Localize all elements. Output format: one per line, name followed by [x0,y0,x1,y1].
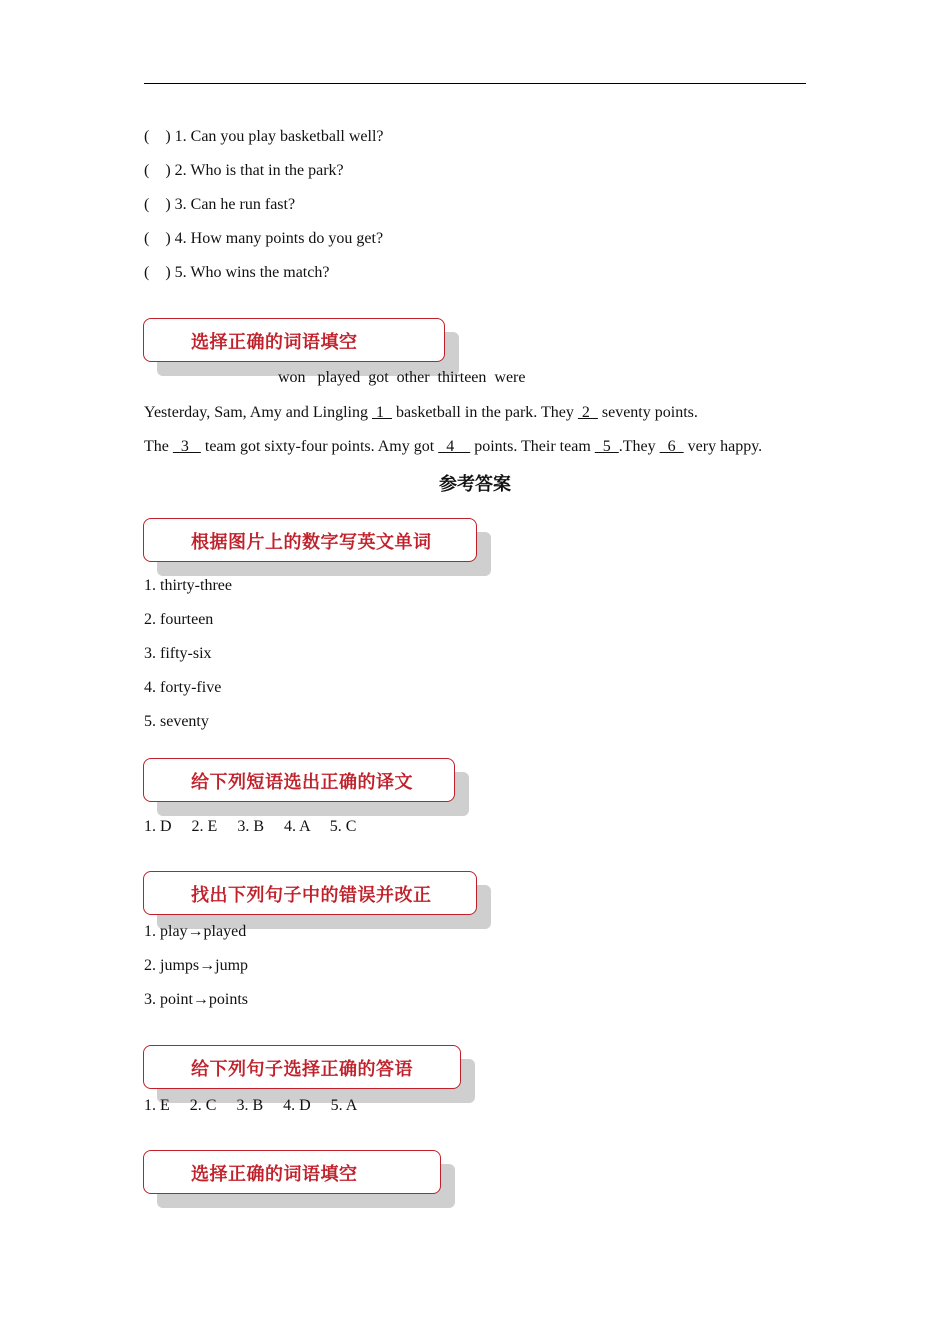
answer-item: 2. fourteen [144,611,214,628]
section-banner-fill-answers [143,1150,441,1194]
section-title: 给下列短语选出正确的译文 [191,772,413,793]
answer-item: 1. thirty-three [144,577,232,594]
answer-item: 1. play→played [144,923,247,940]
answer-item: 3. fifty-six [144,645,212,662]
section-banner-phrases [143,758,455,802]
section-title: 选择正确的词语填空 [191,1164,358,1185]
question-5: ( ) 5. Who wins the match? [144,264,330,281]
section-title: 给下列句子选择正确的答语 [191,1059,413,1080]
answer-line-phrases: 1. D 2. E 3. B 4. A 5. C [144,818,357,835]
section-title: 找出下列句子中的错误并改正 [191,885,432,906]
blank-2: 2 [577,404,598,421]
question-4: ( ) 4. How many points do you get? [144,230,384,247]
section-banner-numbers [143,518,477,562]
question-3: ( ) 3. Can he run fast? [144,196,296,213]
passage-line-2: The 3 team got sixty-four points. Amy got 4 points. Their team 5 .They 6 very happy. [144,438,763,455]
answer-line-responses: 1. E 2. C 3. B 4. D 5. A [144,1097,358,1114]
blank-4: 4 [438,438,471,455]
blank-3: 3 [172,438,201,455]
blank-6: 6 [659,438,684,455]
blank-5: 5 [594,438,619,455]
answer-item: 2. jumps→jump [144,957,249,974]
answer-item: 4. forty-five [144,679,222,696]
section-title: 根据图片上的数字写英文单词 [191,532,432,553]
blank-1: 1 [372,404,392,421]
passage-line-1: Yesterday, Sam, Amy and Lingling 1 basketball in the park. They 2 seventy points. [144,404,698,421]
word-bank: won played got other thirteen were [278,369,526,386]
question-2: ( ) 2. Who is that in the park? [144,162,344,179]
section-banner-responses [143,1045,461,1089]
question-1: ( ) 1. Can you play basketball well? [144,128,384,145]
header-rule [144,83,806,84]
section-banner-errors [143,871,477,915]
section-banner-fill [143,318,445,362]
section-title: 选择正确的词语填空 [191,332,358,353]
answer-key-title: 参考答案 [439,474,511,495]
answer-item: 5. seventy [144,713,209,730]
answer-item: 3. point→points [144,991,249,1008]
